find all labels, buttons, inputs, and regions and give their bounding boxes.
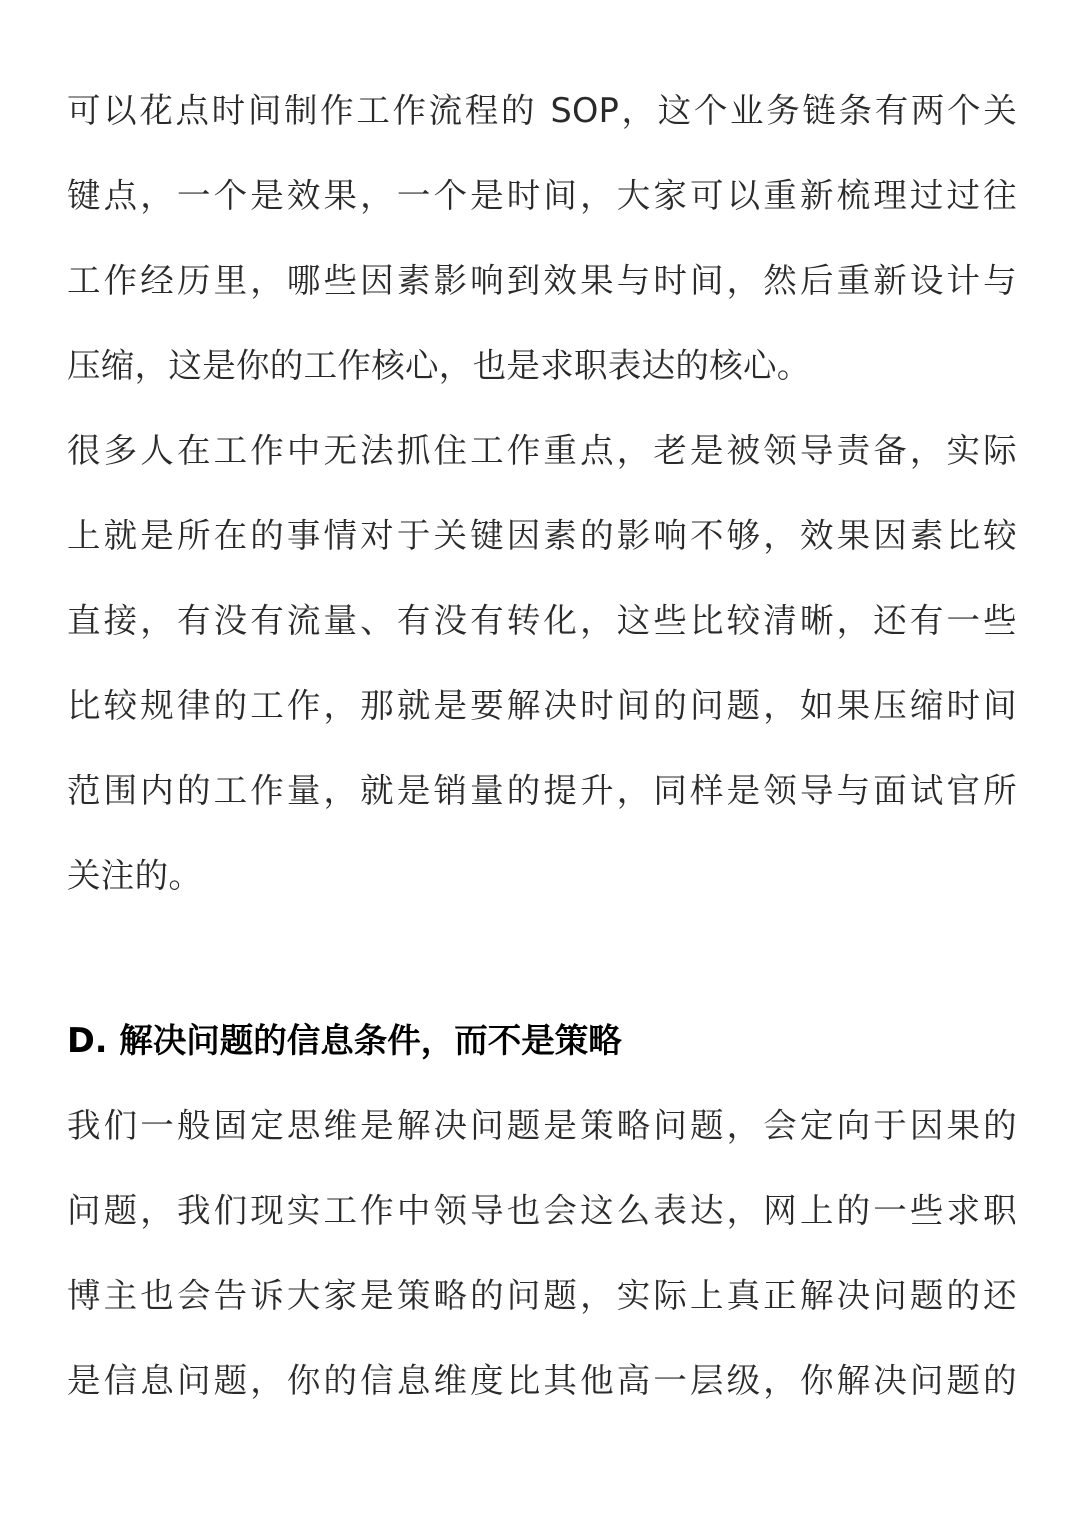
text-line: 键点，一个是效果，一个是时间，大家可以重新梳理过过往 <box>67 176 1017 215</box>
text-line: 博主也会告诉大家是策略的问题，实际上真正解决问题的还 <box>67 1276 1017 1315</box>
paragraph-sop-key-points <box>67 68 1017 408</box>
text-line: 上就是所在的事情对于关键因素的影响不够，效果因素比较 <box>67 516 1017 555</box>
article-body <box>67 68 1017 1423</box>
text-line: 是信息问题，你的信息维度比其他高一层级，你解决问题的 <box>67 1361 1017 1400</box>
text-line: 关注的。 <box>67 856 203 895</box>
paragraph-information-vs-strategy <box>67 1083 1017 1423</box>
text-line: 问题，我们现实工作中领导也会这么表达，网上的一些求职 <box>67 1191 1017 1230</box>
text-line: 压缩，这是你的工作核心，也是求职表达的核心。 <box>67 346 811 385</box>
text-line: 可以花点时间制作工作流程的 SOP，这个业务链条有两个关 <box>67 91 1017 130</box>
text-line: 直接，有没有流量、有没有转化，这些比较清晰，还有一些 <box>67 601 1017 640</box>
text-line: 工作经历里，哪些因素影响到效果与时间，然后重新设计与 <box>67 261 1017 300</box>
section-heading-d: D. 解决问题的信息条件，而不是策略 <box>67 1021 622 1060</box>
text-line: 范围内的工作量，就是销量的提升，同样是领导与面试官所 <box>67 771 1017 810</box>
paragraph-work-focus <box>67 408 1017 918</box>
text-line: 比较规律的工作，那就是要解决时间的问题，如果压缩时间 <box>67 686 1017 725</box>
text-line: 很多人在工作中无法抓住工作重点，老是被领导责备，实际 <box>67 431 1017 470</box>
text-line: 我们一般固定思维是解决问题是策略问题，会定向于因果的 <box>67 1106 1017 1145</box>
